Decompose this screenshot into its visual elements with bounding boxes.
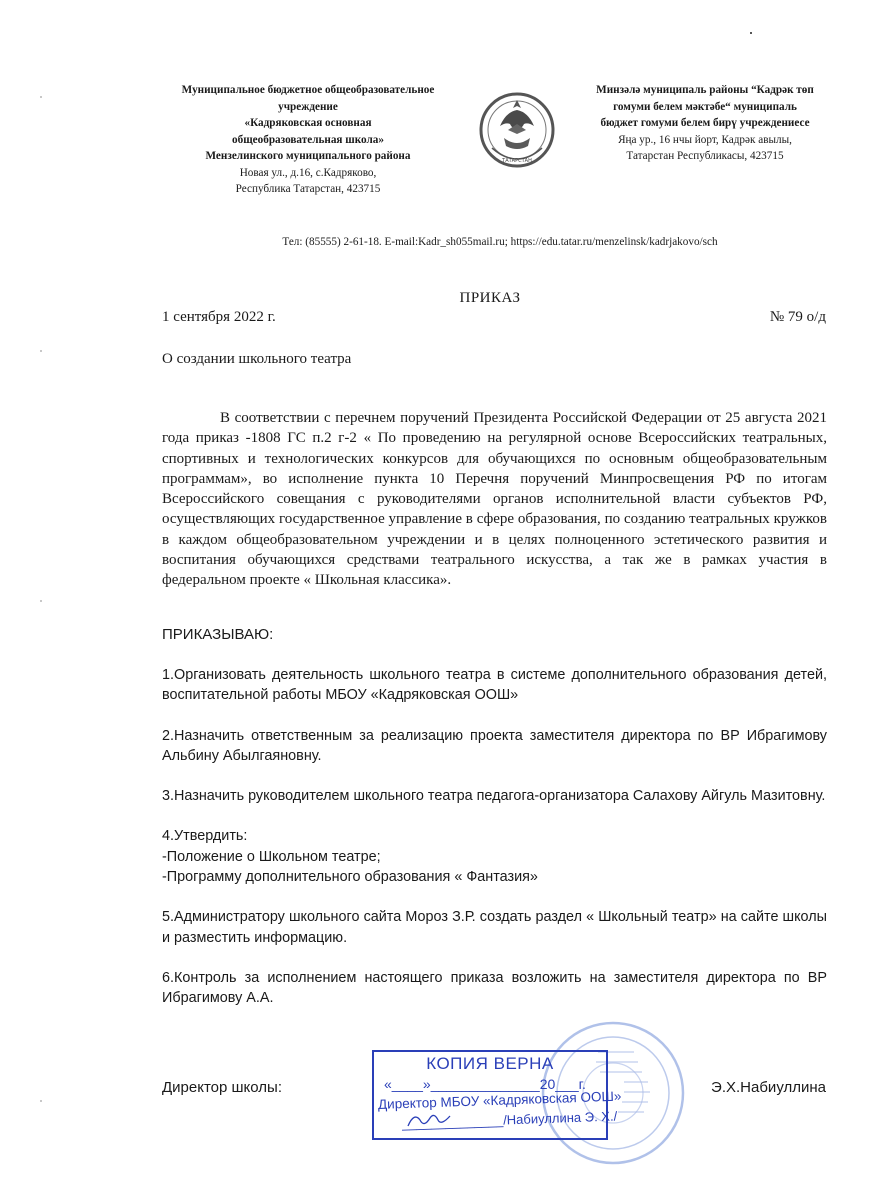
page-title: ПРИКАЗ xyxy=(459,290,521,306)
order-subitem: -Положение о Школьном театре; xyxy=(162,848,381,865)
header-left-line: Республика Татарстан, 423715 xyxy=(235,183,381,195)
stamp-name-line: ______________/Набиуллина Э. Х./ xyxy=(401,1108,618,1131)
order-subject: О создании школьного театра xyxy=(162,351,352,367)
scan-mark xyxy=(40,1100,42,1102)
signature-role: Директор школы: xyxy=(162,1079,282,1096)
stamp-date-line: «____»______________20___г. xyxy=(384,1076,586,1092)
order-item: 2.Назначить ответственным за реализацию проекта заместителя директора по ВР Ибрагимову Альбину Абылгаяновну. xyxy=(162,727,827,764)
order-date: 1 сентября 2022 г. xyxy=(162,309,276,325)
header-left-line: общеобразовательная школа» xyxy=(232,133,384,146)
order-item: 6.Контроль за исполнением настоящего приказа возложить на заместителя директора по ВР Ибрагимову А.А. xyxy=(162,969,827,1007)
order-item: 3.Назначить руководителем школьного театра педагога-организатора Салахову Айгуль Мазитовну. xyxy=(162,788,826,805)
emblem-label: ТАТАРСТАН xyxy=(502,158,532,164)
header-left-line: Муниципальное бюджетное общеобразовательное xyxy=(181,84,435,96)
order-number: № 79 о/д xyxy=(769,309,826,325)
handwritten-signature-icon xyxy=(404,1110,454,1134)
signature-name: Э.Х.Набиуллина xyxy=(711,1079,826,1096)
header-left-line: Мензелинского муниципального района xyxy=(205,150,411,162)
certified-copy-stamp xyxy=(372,1050,622,1140)
contacts-line: Тел: (85555) 2-61-18. E-mail:Kadr_sh055mail.ru; https://edu.tatar.ru/menzelinsk/kadrjakovo/sch xyxy=(282,236,718,248)
order-item-group xyxy=(162,826,827,887)
header-right-line: Минзәлә муниципаль районы “Кадрәк төп xyxy=(596,84,814,96)
scan-mark xyxy=(40,96,42,98)
header-left-line: «Кадряковская основная xyxy=(244,117,372,129)
stamp-title: КОПИЯ ВЕРНА xyxy=(426,1054,554,1073)
header-left-line: Новая ул., д.16, с.Кадряково, xyxy=(239,166,377,179)
order-item: 4.Утвердить: xyxy=(162,828,248,845)
header-right-line: Яңа ур., 16 нчы йорт, Кадрәк авылы, xyxy=(618,133,792,146)
tatarstan-emblem-icon xyxy=(478,86,556,182)
header-left-line: учреждение xyxy=(278,100,338,113)
scan-mark xyxy=(750,32,752,34)
order-items xyxy=(162,665,827,1029)
header-right-line: бюджет гомуми белем бирү учреждениесе xyxy=(600,117,810,129)
order-subitem: -Программу дополнительного образования « Фантазия» xyxy=(162,869,538,886)
scan-mark xyxy=(40,350,42,352)
order-item: 1.Организовать деятельность школьного театра в системе дополнительного образования детей, воспитательной работы МБОУ «Кадряковская ООШ» xyxy=(162,667,827,704)
order-word: ПРИКАЗЫВАЮ: xyxy=(162,626,274,643)
preamble-paragraph: В соответствии с перечнем поручений Президента Российской Федерации от 25 августа 2021 года приказ -1808 ГС п.2 г-2 « По проведению на регулярной основе Всероссийских театральных, спортивных и технологических конкурсов для обучающихся по основным общеобразовательным программам», во исполнение пункта 10 Перечня поручений Минпросвещения РФ по итогам Всероссийского совещания с руководителями органов исполнительной власти субъектов РФ, осуществляющих государственное управление в сфере образования, по созданию театральных кружков в каждом общеобразовательном учреждении и в целях полноценного эстетического развития и воспитания обучающихся средствами театрального искусства, а так же в рамках участия в федеральном проекте « Школьная классика». xyxy=(162,410,827,589)
header-right-line: гомуми белем мәктәбе“ муниципаль xyxy=(613,100,797,113)
header-left-block xyxy=(150,82,466,198)
stamp-position: Директор МБОУ «Кадряковская ООШ» xyxy=(377,1088,622,1112)
header-right-block xyxy=(560,82,850,165)
scan-mark xyxy=(40,600,42,602)
order-item: 5.Администратору школьного сайта Мороз З.Р. создать раздел « Школьный театр» на сайте школы и разместить информацию. xyxy=(162,909,827,946)
header-right-line: Татарстан Республикасы, 423715 xyxy=(626,150,784,162)
